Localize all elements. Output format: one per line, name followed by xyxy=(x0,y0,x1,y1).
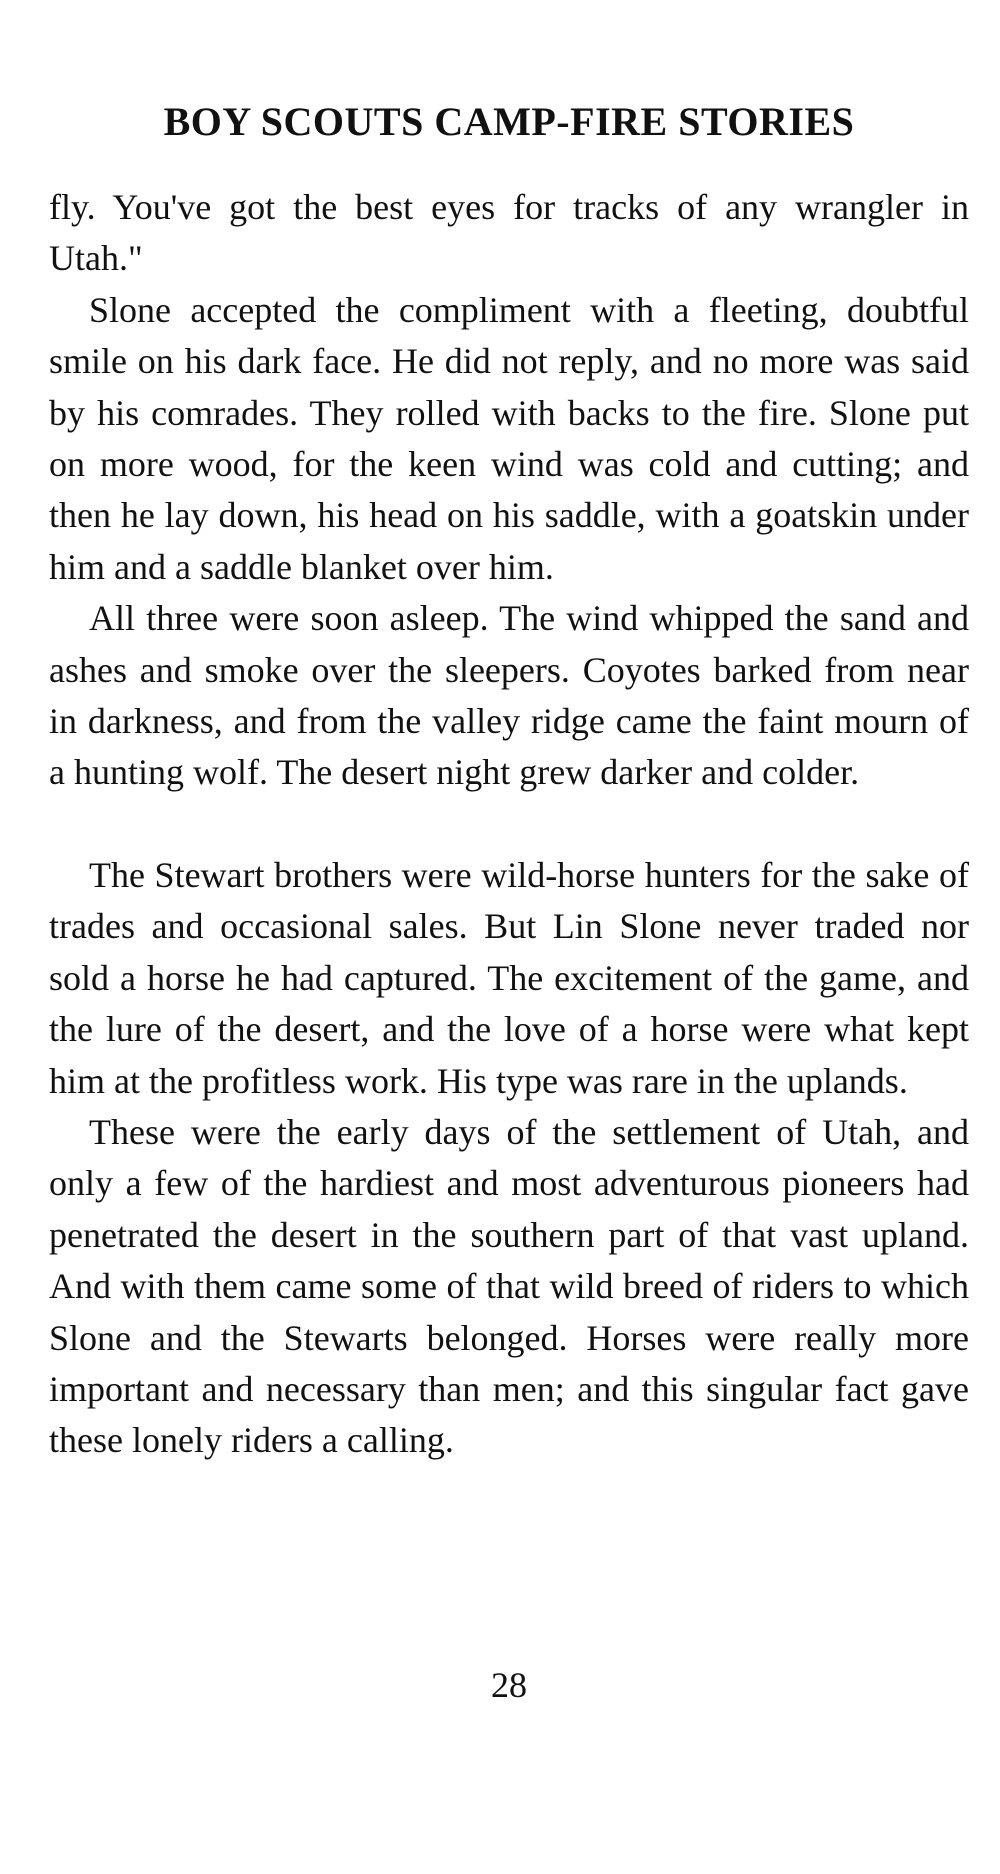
paragraph-continuation: fly. You've got the best eyes for tracks of any wrangler in Utah." xyxy=(49,187,969,279)
paragraph: Slone accepted the compliment with a fleeting, doubtful smile on his dark face. He did not reply, and no more was said by his comrades. They rolled with backs to the fire. Slone put on more wood, for the keen wind was cold and cutting; and then he lay down, his head on his saddle, with a goatskin under him and a saddle blanket over him. xyxy=(49,289,969,587)
paragraph: These were the early days of the settlement of Utah, and only a few of the hardiest and most adventurous pioneers had penetrated the desert in the southern part of that vast upland. And with them came some of that wild breed of riders to which Slone and the Stewarts belonged. Horses were really more important and necessary than men; and this singular fact gave these lonely riders a calling. xyxy=(49,1111,969,1461)
book-page xyxy=(49,0,969,1874)
page-body xyxy=(49,182,969,1467)
running-title: BOY SCOUTS CAMP-FIRE STORIES xyxy=(163,99,855,144)
paragraph: The Stewart brothers were wild-horse hunters for the sake of trades and occasional sales. But Lin Slone never traded nor sold a horse he had captured. The excitement of the game, and the lure of the desert, and the love of a horse were what kept him at the profitless work. His type was rare in the uplands. xyxy=(49,854,969,1101)
page-number: 28 xyxy=(491,1665,527,1705)
section-break xyxy=(49,799,969,850)
paragraph: All three were soon asleep. The wind whipped the sand and ashes and smoke over the sleepers. Coyotes barked from near in darkness, and from the valley ridge came the faint mourn of a hunting wolf. The desert night grew darker and colder. xyxy=(49,598,969,793)
